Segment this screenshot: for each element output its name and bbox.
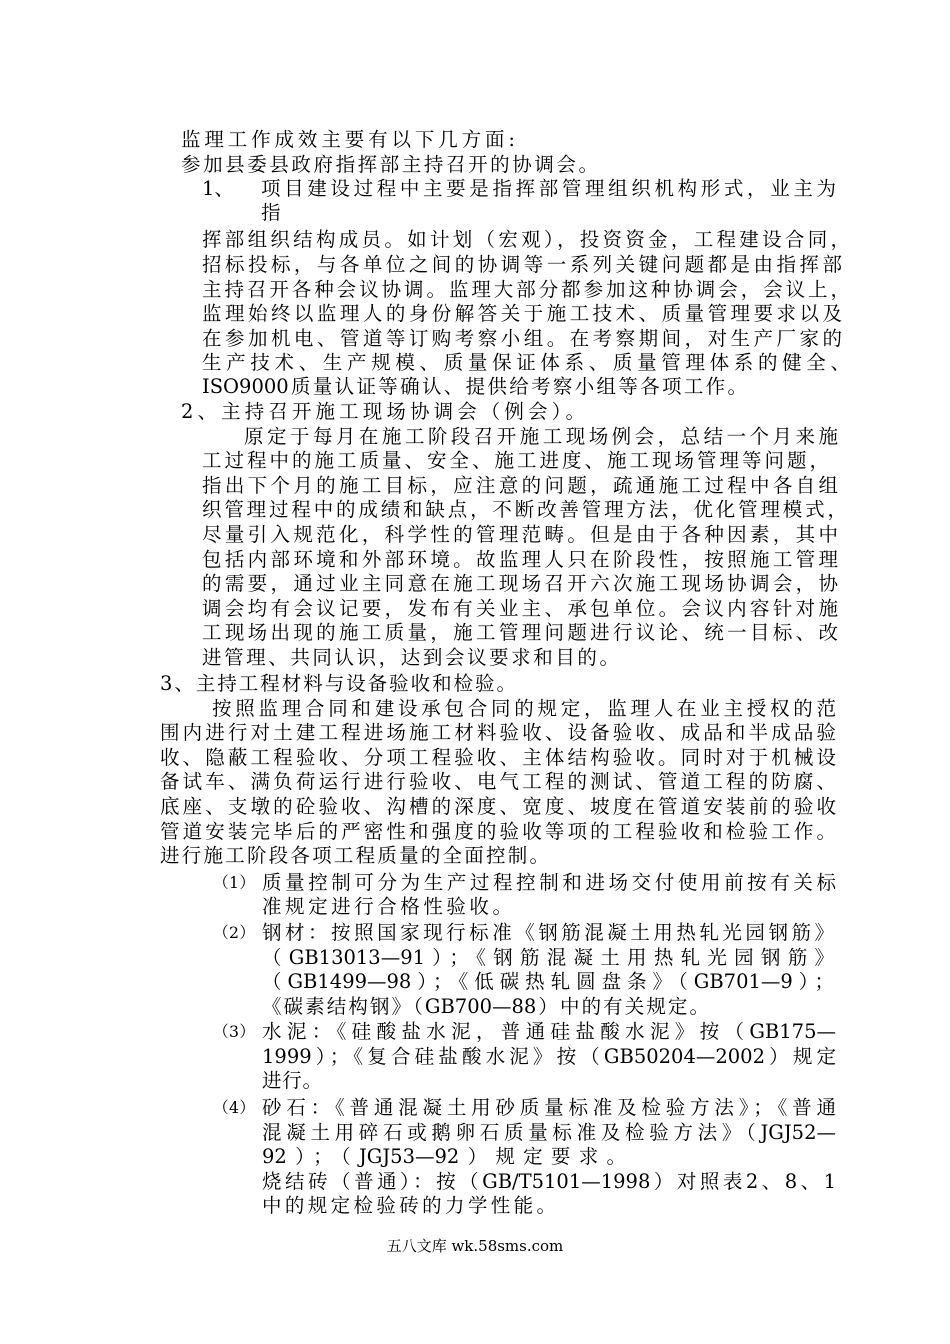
item1-body-line: ISO9000质量认证等确认、提供给考察小组等各项工作。 [202,375,747,398]
quality-item-line: 烧结砖（普通）：按（GB/T5101—1998）对照表2、8、1 [262,1170,836,1193]
item3-body-line: 围内进行对土建工程进场施工材料验收、设备验收、成品和半成品验 [160,721,836,744]
item2-body-line: 原定于每月在施工阶段召开施工现场例会，总结一个月来施 [244,425,838,448]
item1-first-line-wrap: 指 [261,201,281,224]
item2-body-line: 包括内部环境和外部环境。故监理人只在阶段性，按照施工管理 [202,548,838,571]
quality-item-line: 《碳素结构钢》（GB700—88）中的有关规定。 [262,995,709,1018]
quality-item-line: 混凝土用碎石或鹅卵石质量标准及检验方法》（JGJ52— [262,1121,836,1144]
quality-item-line: （GB1499—98）；《低碳热轧圆盘条》（GB701—9）； [262,970,834,993]
item2-body-line: 进管理、共同认识，达到会议要求和目的。 [202,646,619,669]
quality-item-number: （1） [213,873,255,892]
item3-body-line: 按照监理合同和建设承包合同的规定，监理人在业主授权的范 [212,697,836,720]
item2-body-line: 织管理过程中的成绩和缺点，不断改善管理方法，优化管理模式， [202,498,847,521]
quality-item-line: 1999）；《复合硅盐酸水泥》按（GB50204—2002）规定 [262,1045,836,1068]
item1-body-line: 招标投标，与各单位之间的协调等一系列关键问题都是由指挥部 [202,253,842,276]
item1-body-line: 监理始终以监理人的身份解答关于施工技术、质量管理要求以及 [202,302,842,325]
item1-body-line: 挥部组织结构成员。如计划（宏观），投资资金，工程建设合同， [202,228,850,251]
intro-heading: 监理工作成效主要有以下几方面: [181,128,515,151]
item2-body-line: 的需要，通过业主同意在施工现场召开六次施工现场协调会，协 [202,572,838,595]
item2-body-line: 指出下个月的施工目标，应注意的问题，疏通施工过程中各自组 [202,474,838,497]
quality-item-line: 中的规定检验砖的力学性能。 [262,1194,556,1217]
item1-first-line: 项目建设过程中主要是指挥部管理组织机构形式，业主为 [261,177,836,200]
quality-item-number: （2） [213,923,255,942]
quality-item-line: 92）；（JGJ53—92）规定要求。 [262,1145,626,1168]
item3-heading: 3、主持工程材料与设备验收和检验。 [160,672,516,695]
quality-item-line: 钢材：按照国家现行标准《钢筋混凝土用热轧光园钢筋》 [262,921,834,944]
quality-item-line: （GB13013—91）；《钢筋混凝土用热轧光园钢筋》 [262,946,834,969]
quality-item-number: （3） [213,1022,255,1041]
quality-item-line: 准规定进行合格性验收。 [262,895,512,918]
quality-item-line: 砂石：《普通混凝土用砂质量标准及检验方法》；《普通 [262,1096,836,1119]
item2-body-line: 调会均有会议记要，发布有关业主、承包单位。会议内容针对施 [202,597,838,620]
item1-number: 1、 [202,177,234,200]
quality-item-line: 进行。 [262,1069,322,1092]
item3-body-line: 备试车、满负荷运行进行验收、电气工程的测试、管道工程的防腐、 [160,770,836,793]
item2-body-line: 工现场出现的施工质量，施工管理问题进行议论、统一目标、改 [202,621,838,644]
item1-body-line: 生产技术、生产规模、质量保证体系、质量管理体系的健全、 [202,351,850,374]
item1-body-line: 主持召开各种会议协调。监理大部分都参加这种协调会，会议上， [202,278,850,301]
footer-watermark: 五八文库 wk.58sms.com [386,1237,564,1255]
item2-heading: 2、主持召开施工现场协调会（例会）。 [181,400,585,423]
item2-body-line: 工过程中的施工质量、安全、施工进度、施工现场管理等问题， [202,449,829,472]
item3-body-line: 进行施工阶段各项工程质量的全面控制。 [160,844,549,867]
intro-subheading: 参加县委县政府指挥部主持召开的协调会。 [181,153,598,176]
item2-body-line: 尽量引入规范化，科学性的管理范畴。但是由于各种因素，其中 [202,523,838,546]
item3-body-line: 底座、支墩的砼验收、沟槽的深度、宽度、坡度在管道安装前的验收 [160,795,836,818]
item3-body-line: 管道安装完毕后的严密性和强度的验收等项的工程验收和检验工作。 [160,820,836,843]
item1-body-line: 在参加机电、管道等订购考察小组。在考察期间，对生产厂家的 [202,327,842,350]
quality-item-line: 质量控制可分为生产过程控制和进场交付使用前按有关标 [262,871,836,894]
item3-body-line: 收、隐蔽工程验收、分项工程验收、主体结构验收。同时对于机械设 [160,746,836,769]
quality-item-number: （4） [213,1098,255,1117]
quality-item-line: 水泥：《硅酸盐水泥，普通硅盐酸水泥》按（GB175— [262,1020,836,1043]
